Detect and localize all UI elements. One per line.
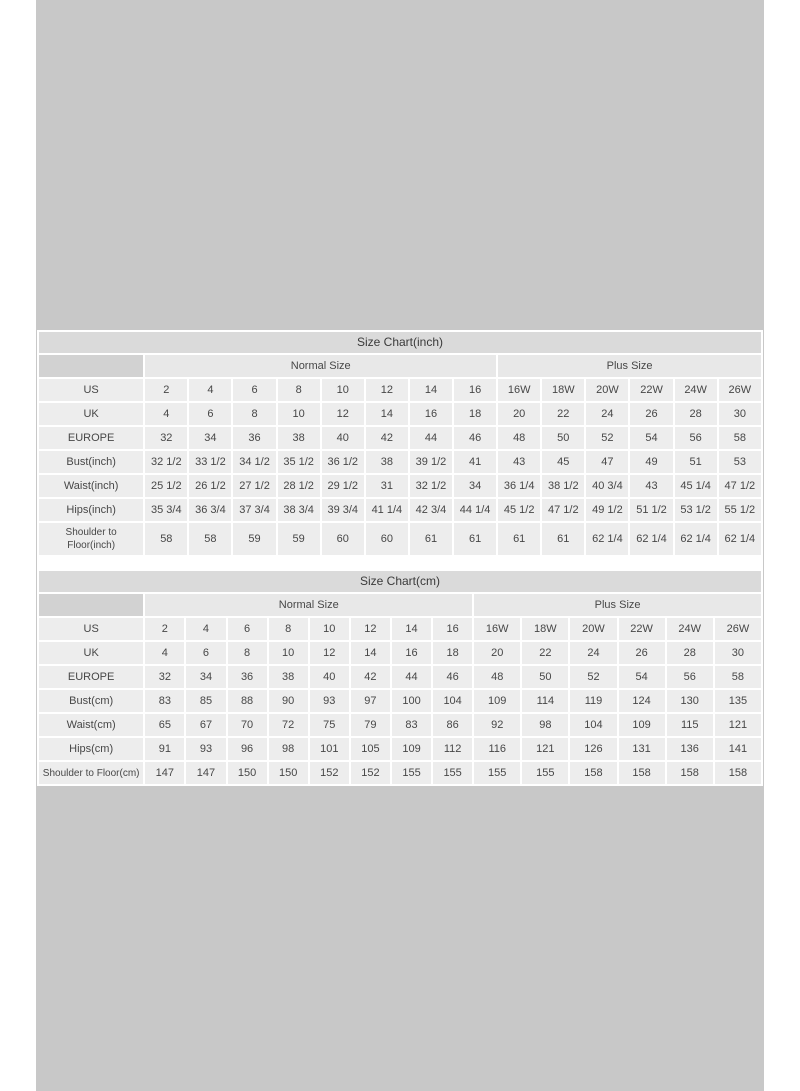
table-cell: 96 <box>228 738 267 760</box>
table-cell: 109 <box>392 738 431 760</box>
table-cell: 147 <box>145 762 184 784</box>
table-cell: 60 <box>322 523 364 555</box>
size-chart-table-cm <box>37 569 763 786</box>
table-title: Size Chart(inch) <box>39 332 761 353</box>
table-cell: 2 <box>145 618 184 640</box>
table-cell: 58 <box>145 523 187 555</box>
table-cell: 36 3/4 <box>189 499 231 521</box>
table-cell: 56 <box>667 666 713 688</box>
table-cell: 26 1/2 <box>189 475 231 497</box>
table-cell: 20 <box>474 642 520 664</box>
table-cell: 38 <box>278 427 320 449</box>
table-cell: 67 <box>186 714 225 736</box>
table-cell: 28 <box>675 403 717 425</box>
table-cell: 155 <box>433 762 472 784</box>
table-row <box>39 642 761 664</box>
corner-cell <box>39 594 143 616</box>
table-cell: 101 <box>310 738 349 760</box>
table-cell: 2 <box>145 379 187 401</box>
table-cell: 22W <box>630 379 672 401</box>
table-cell: 91 <box>145 738 184 760</box>
table-cell: 22W <box>619 618 665 640</box>
table-cell: 14 <box>392 618 431 640</box>
table-cell: 14 <box>410 379 452 401</box>
row-label: UK <box>39 642 143 664</box>
row-label: EUROPE <box>39 666 143 688</box>
table-cell: 43 <box>498 451 540 473</box>
table-cell: 40 <box>310 666 349 688</box>
table-cell: 54 <box>619 666 665 688</box>
table-cell: 16 <box>433 618 472 640</box>
table-cell: 16 <box>392 642 431 664</box>
table-cell: 46 <box>454 427 496 449</box>
table-cell: 155 <box>522 762 568 784</box>
table-cell: 49 <box>630 451 672 473</box>
table-cell: 36 <box>228 666 267 688</box>
table-cell: 45 <box>542 451 584 473</box>
table-cell: 60 <box>366 523 408 555</box>
table-cell: 86 <box>433 714 472 736</box>
table-cell: 52 <box>586 427 628 449</box>
table-cell: 126 <box>570 738 616 760</box>
table-cell: 136 <box>667 738 713 760</box>
table-cell: 20 <box>498 403 540 425</box>
table-cell: 26 <box>619 642 665 664</box>
table-cell: 18 <box>433 642 472 664</box>
table-cell: 36 1/4 <box>498 475 540 497</box>
table-cell: 124 <box>619 690 665 712</box>
table-cell: 51 1/2 <box>630 499 672 521</box>
table-cell: 152 <box>351 762 390 784</box>
table-cell: 135 <box>715 690 761 712</box>
table-cell: 39 1/2 <box>410 451 452 473</box>
table-cell: 44 <box>410 427 452 449</box>
table-cell: 32 <box>145 666 184 688</box>
table-cell: 34 <box>186 666 225 688</box>
table-cell: 62 1/4 <box>630 523 672 555</box>
row-label: EUROPE <box>39 427 143 449</box>
table-cell: 10 <box>269 642 308 664</box>
table-cell: 92 <box>474 714 520 736</box>
table-cell: 12 <box>351 618 390 640</box>
table-cell: 16W <box>474 618 520 640</box>
table-cell: 42 3/4 <box>410 499 452 521</box>
table-cell: 47 1/2 <box>542 499 584 521</box>
table-cell: 59 <box>278 523 320 555</box>
table-row <box>39 451 761 473</box>
table-cell: 35 1/2 <box>278 451 320 473</box>
table-cell: 70 <box>228 714 267 736</box>
table-cell: 58 <box>189 523 231 555</box>
table-cell: 51 <box>675 451 717 473</box>
table-cell: 41 1/4 <box>366 499 408 521</box>
table-cell: 4 <box>186 618 225 640</box>
table-cell: 32 <box>145 427 187 449</box>
row-label: Waist(cm) <box>39 714 143 736</box>
table-cell: 26W <box>715 618 761 640</box>
table-cell: 28 <box>667 642 713 664</box>
table-cell: 105 <box>351 738 390 760</box>
table-cell: 55 1/2 <box>719 499 761 521</box>
table-cell: 10 <box>322 379 364 401</box>
table-cell: 37 3/4 <box>233 499 275 521</box>
table-cell: 16 <box>410 403 452 425</box>
table-cell: 32 1/2 <box>145 451 187 473</box>
table-cell: 6 <box>186 642 225 664</box>
table-cell: 39 3/4 <box>322 499 364 521</box>
table-cell: 4 <box>145 642 184 664</box>
size-chart-table-inch <box>37 330 763 557</box>
table-cell: 62 1/4 <box>586 523 628 555</box>
size-charts-panel <box>37 330 763 786</box>
table-cell: 36 1/2 <box>322 451 364 473</box>
table-cell: 8 <box>278 379 320 401</box>
table-cell: 42 <box>366 427 408 449</box>
table-cell: 16W <box>498 379 540 401</box>
table-row <box>39 475 761 497</box>
table-cell: 56 <box>675 427 717 449</box>
table-cell: 61 <box>454 523 496 555</box>
table-cell: 58 <box>715 666 761 688</box>
table-cell: 24 <box>586 403 628 425</box>
table-cell: 109 <box>474 690 520 712</box>
product-image-placeholder <box>36 0 764 1091</box>
table-cell: 32 1/2 <box>410 475 452 497</box>
table-cell: 100 <box>392 690 431 712</box>
table-cell: 119 <box>570 690 616 712</box>
table-cell: 47 <box>586 451 628 473</box>
table-cell: 72 <box>269 714 308 736</box>
table-title-row <box>39 332 761 353</box>
table-cell: 52 <box>570 666 616 688</box>
table-cell: 12 <box>322 403 364 425</box>
group-header-normal-size: Normal Size <box>145 355 496 377</box>
table-cell: 53 1/2 <box>675 499 717 521</box>
table-cell: 6 <box>233 379 275 401</box>
table-cell: 30 <box>715 642 761 664</box>
table-cell: 24 <box>570 642 616 664</box>
table-row <box>39 618 761 640</box>
table-cell: 18W <box>522 618 568 640</box>
table-cell: 8 <box>269 618 308 640</box>
table-cell: 44 <box>392 666 431 688</box>
table-cell: 83 <box>145 690 184 712</box>
table-cell: 93 <box>186 738 225 760</box>
table-cell: 104 <box>433 690 472 712</box>
table-cell: 29 1/2 <box>322 475 364 497</box>
table-title: Size Chart(cm) <box>39 571 761 592</box>
row-label: Shoulder to Floor(cm) <box>39 762 143 784</box>
table-cell: 4 <box>189 379 231 401</box>
table-cell: 48 <box>474 666 520 688</box>
table-cell: 62 1/4 <box>675 523 717 555</box>
table-cell: 112 <box>433 738 472 760</box>
table-cell: 6 <box>228 618 267 640</box>
table-cell: 45 1/2 <box>498 499 540 521</box>
table-row <box>39 523 761 555</box>
table-cell: 43 <box>630 475 672 497</box>
table-cell: 121 <box>522 738 568 760</box>
table-row <box>39 427 761 449</box>
table-cell: 14 <box>351 642 390 664</box>
table-cell: 8 <box>233 403 275 425</box>
row-label: Hips(cm) <box>39 738 143 760</box>
table-cell: 88 <box>228 690 267 712</box>
table-cell: 150 <box>269 762 308 784</box>
table-cell: 4 <box>145 403 187 425</box>
table-cell: 45 1/4 <box>675 475 717 497</box>
table-cell: 158 <box>619 762 665 784</box>
table-row <box>39 714 761 736</box>
table-cell: 109 <box>619 714 665 736</box>
table-cell: 48 <box>498 427 540 449</box>
table-cell: 24W <box>675 379 717 401</box>
table-title-row <box>39 571 761 592</box>
table-cell: 12 <box>310 642 349 664</box>
table-row <box>39 762 761 784</box>
table-cell: 98 <box>269 738 308 760</box>
row-label: UK <box>39 403 143 425</box>
table-cell: 34 <box>454 475 496 497</box>
table-row <box>39 666 761 688</box>
table-cell: 38 <box>366 451 408 473</box>
table-cell: 158 <box>570 762 616 784</box>
table-cell: 26 <box>630 403 672 425</box>
table-cell: 24W <box>667 618 713 640</box>
table-row <box>39 379 761 401</box>
table-cell: 130 <box>667 690 713 712</box>
table-cell: 38 3/4 <box>278 499 320 521</box>
table-cell: 98 <box>522 714 568 736</box>
table-cell: 49 1/2 <box>586 499 628 521</box>
table-cell: 62 1/4 <box>719 523 761 555</box>
table-cell: 16 <box>454 379 496 401</box>
group-header-plus-size: Plus Size <box>498 355 761 377</box>
table-cell: 58 <box>719 427 761 449</box>
table-cell: 8 <box>228 642 267 664</box>
table-cell: 46 <box>433 666 472 688</box>
group-header-plus-size: Plus Size <box>474 594 761 616</box>
table-cell: 155 <box>474 762 520 784</box>
table-cell: 10 <box>310 618 349 640</box>
table-cell: 90 <box>269 690 308 712</box>
table-cell: 20W <box>586 379 628 401</box>
table-cell: 115 <box>667 714 713 736</box>
table-cell: 27 1/2 <box>233 475 275 497</box>
table-cell: 155 <box>392 762 431 784</box>
table-row <box>39 403 761 425</box>
group-header-normal-size: Normal Size <box>145 594 472 616</box>
table-cell: 61 <box>498 523 540 555</box>
table-cell: 36 <box>233 427 275 449</box>
row-label: Hips(inch) <box>39 499 143 521</box>
table-cell: 50 <box>542 427 584 449</box>
table-cell: 61 <box>542 523 584 555</box>
table-cell: 93 <box>310 690 349 712</box>
table-cell: 20W <box>570 618 616 640</box>
table-cell: 31 <box>366 475 408 497</box>
table-cell: 75 <box>310 714 349 736</box>
table-cell: 147 <box>186 762 225 784</box>
table-cell: 34 1/2 <box>233 451 275 473</box>
row-label: US <box>39 379 143 401</box>
table-cell: 6 <box>189 403 231 425</box>
table-cell: 65 <box>145 714 184 736</box>
table-cell: 18W <box>542 379 584 401</box>
table-cell: 40 3/4 <box>586 475 628 497</box>
table-cell: 121 <box>715 714 761 736</box>
table-cell: 18 <box>454 403 496 425</box>
table-cell: 38 1/2 <box>542 475 584 497</box>
table-cell: 150 <box>228 762 267 784</box>
row-label: Bust(cm) <box>39 690 143 712</box>
table-cell: 83 <box>392 714 431 736</box>
table-cell: 85 <box>186 690 225 712</box>
row-label: Waist(inch) <box>39 475 143 497</box>
table-cell: 30 <box>719 403 761 425</box>
table-cell: 97 <box>351 690 390 712</box>
table-cell: 35 3/4 <box>145 499 187 521</box>
corner-cell <box>39 355 143 377</box>
table-cell: 25 1/2 <box>145 475 187 497</box>
table-cell: 152 <box>310 762 349 784</box>
table-row <box>39 690 761 712</box>
table-cell: 26W <box>719 379 761 401</box>
table-cell: 131 <box>619 738 665 760</box>
table-cell: 14 <box>366 403 408 425</box>
table-cell: 158 <box>667 762 713 784</box>
table-row <box>39 499 761 521</box>
table-cell: 10 <box>278 403 320 425</box>
table-cell: 22 <box>522 642 568 664</box>
table-cell: 141 <box>715 738 761 760</box>
table-cell: 53 <box>719 451 761 473</box>
table-cell: 42 <box>351 666 390 688</box>
table-cell: 104 <box>570 714 616 736</box>
row-label: Shoulder to Floor(inch) <box>39 523 143 555</box>
table-cell: 59 <box>233 523 275 555</box>
table-cell: 40 <box>322 427 364 449</box>
table-cell: 50 <box>522 666 568 688</box>
table-cell: 33 1/2 <box>189 451 231 473</box>
table-cell: 44 1/4 <box>454 499 496 521</box>
table-cell: 12 <box>366 379 408 401</box>
table-cell: 54 <box>630 427 672 449</box>
group-header-row <box>39 355 761 377</box>
table-cell: 79 <box>351 714 390 736</box>
table-cell: 22 <box>542 403 584 425</box>
table-cell: 41 <box>454 451 496 473</box>
row-label: US <box>39 618 143 640</box>
table-cell: 47 1/2 <box>719 475 761 497</box>
table-cell: 38 <box>269 666 308 688</box>
table-cell: 61 <box>410 523 452 555</box>
table-cell: 28 1/2 <box>278 475 320 497</box>
row-label: Bust(inch) <box>39 451 143 473</box>
group-header-row <box>39 594 761 616</box>
table-cell: 34 <box>189 427 231 449</box>
table-cell: 116 <box>474 738 520 760</box>
table-cell: 114 <box>522 690 568 712</box>
table-row <box>39 738 761 760</box>
table-cell: 158 <box>715 762 761 784</box>
